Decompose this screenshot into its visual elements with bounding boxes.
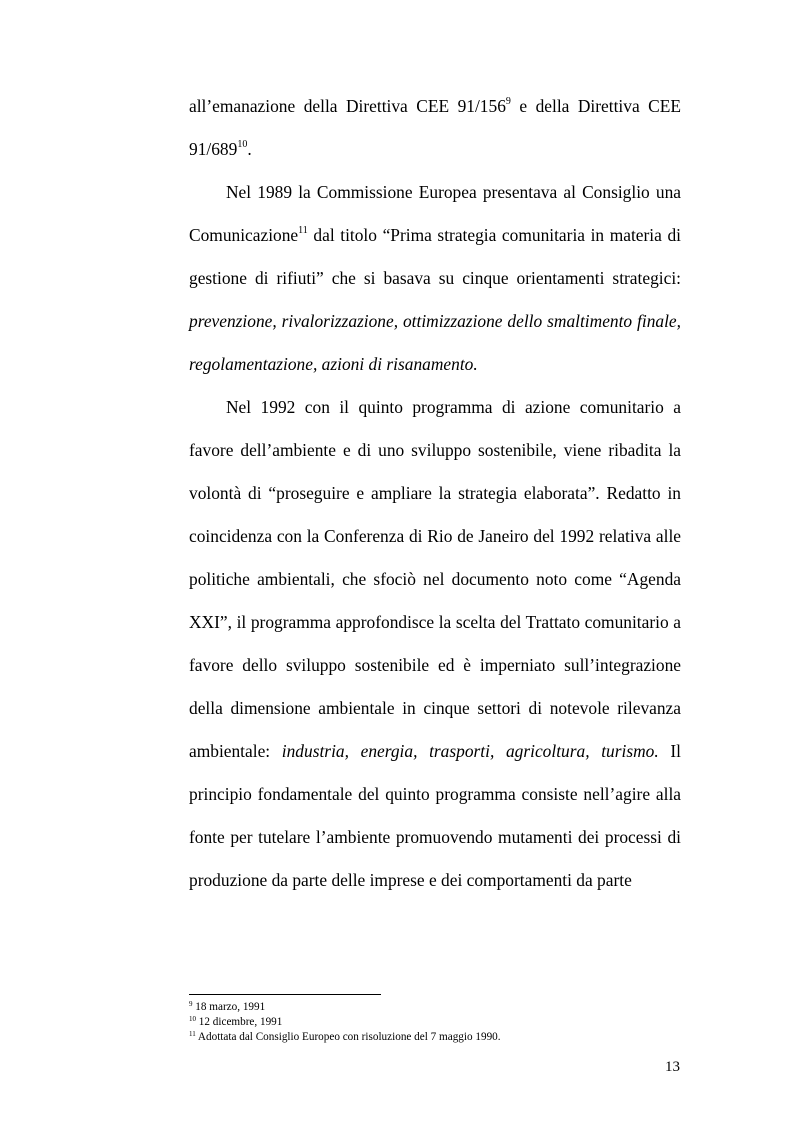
footnote-separator [189,994,381,995]
footnote-number: 10 [189,1015,196,1023]
text-run: all’emanazione della Direttiva CEE 91/156 [189,96,506,116]
body-text [189,85,681,902]
footnote-number: 9 [189,1000,193,1008]
italic-text: prevenzione, rivalorizzazione, ottimizzazione dello smaltimento finale, regolamentazione, azioni di risanamento. [189,311,681,374]
footnotes [189,1000,681,1045]
text-run: Il principio fondamentale del quinto programma consiste nell’agire alla fonte per tutelare l’ambiente promuovendo mutamenti dei processi di produzione da parte delle imprese e dei comportamenti da parte [189,741,681,890]
footnote-reference: 10 [237,139,248,150]
text-run: . [247,139,252,159]
paragraph [189,171,681,386]
text-run: Nel 1989 la Commissione Europea presentava al Consiglio una Comunicazione [189,182,681,245]
footnote [189,1015,681,1030]
italic-text: industria, energia, trasporti, agricoltura, turismo. [281,741,659,761]
text-run: Nel 1992 con il quinto programma di azione comunitario a favore dell’ambiente e di uno sviluppo sostenibile, viene ribadita la volontà di “proseguire e ampliare la strategia elaborata”. Redatto in coincidenza con la Conferenza di Rio de Janeiro del 1992 relativa alle politiche ambientali, che sfociò nel documento noto come “Agenda XXI”, il programma approfondisce la scelta del Trattato comunitario a favore dello sviluppo sostenibile ed è imperniato sull’integrazione della dimensione ambientale in cinque settori di notevole rilevanza ambientale: [189,397,681,761]
footnote-number: 11 [189,1030,196,1038]
paragraph [189,85,681,171]
footnote [189,1000,681,1015]
text-run: dal titolo “Prima strategia comunitaria in materia di gestione di rifiuti” che si basava su cinque orientamenti strategici: [189,225,681,288]
footnote-reference: 11 [298,225,308,236]
paragraph [189,386,681,902]
footnote-text: Adottata dal Consiglio Europeo con risoluzione del 7 maggio 1990. [195,1031,501,1043]
page-number: 13 [665,1059,680,1075]
footnote-text: 18 marzo, 1991 [192,1001,266,1013]
footnote-reference: 9 [505,96,511,107]
text-run: e della Direttiva CEE 91/689 [189,96,681,159]
footnote [189,1030,681,1045]
footnote-text: 12 dicembre, 1991 [196,1016,283,1028]
